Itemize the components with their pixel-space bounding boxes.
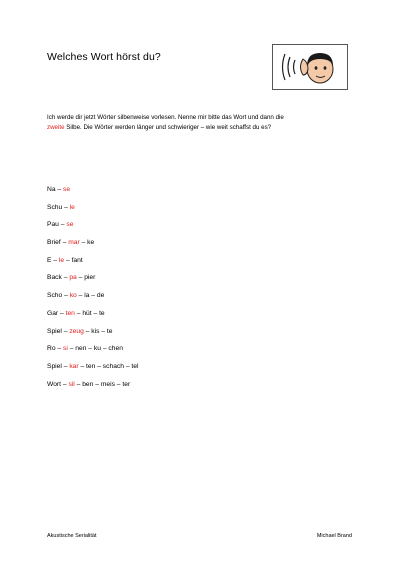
word-row: [47, 381, 139, 399]
syllable-separator: –: [67, 345, 76, 353]
syllable-second: se: [63, 186, 71, 193]
syllable: pier: [84, 274, 96, 282]
word-row: [47, 310, 139, 328]
syllable-second: se: [66, 221, 74, 229]
syllable-separator: –: [62, 292, 70, 300]
word-row: [47, 204, 139, 222]
syllable: schach: [102, 362, 124, 370]
syllable-separator: –: [58, 309, 66, 317]
syllable: ten: [86, 362, 96, 370]
syllable-separator: –: [99, 327, 107, 335]
syllable-separator: –: [86, 345, 94, 353]
syllable-second: si: [63, 345, 68, 353]
syllable: Pau: [47, 221, 59, 229]
syllable-separator: –: [61, 362, 70, 370]
word-row: [47, 274, 139, 292]
syllable-separator: –: [89, 292, 97, 300]
syllable: Wort: [47, 380, 61, 388]
syllable-second: ko: [69, 292, 77, 300]
syllable: hüt: [82, 309, 92, 317]
syllable: Schu: [47, 203, 63, 211]
syllable-separator: –: [114, 380, 123, 388]
syllable: Scho: [47, 292, 63, 300]
syllable-separator: –: [123, 362, 132, 370]
syllable-second: le: [69, 203, 75, 211]
syllable-separator: –: [78, 362, 87, 370]
word-row: [47, 257, 139, 275]
word-row: [47, 239, 139, 257]
syllable: nen: [75, 345, 87, 353]
syllable-separator: –: [55, 345, 63, 353]
syllable: Spiel: [47, 327, 62, 335]
syllable: kis: [91, 327, 100, 335]
instructions-line2: Silbe. Die Wörter werden länger und schwieriger – wie weit schaffst du es?: [64, 124, 272, 131]
listening-face-icon: [272, 44, 348, 90]
syllable: fant: [71, 256, 83, 264]
syllable: te: [99, 309, 105, 317]
syllable: chen: [108, 345, 123, 353]
word-row: [47, 345, 139, 363]
syllable-second: ten: [65, 309, 75, 317]
syllable-separator: –: [83, 327, 92, 335]
syllable-separator: –: [61, 380, 69, 388]
syllable: Na: [47, 186, 56, 193]
syllable-separator: –: [74, 309, 83, 317]
footer-right: Michael Brand: [316, 533, 352, 539]
instructions-highlight: zweite: [47, 124, 65, 131]
syllable: ke: [87, 239, 95, 247]
syllable-separator: –: [95, 362, 103, 370]
syllable-separator: –: [79, 239, 88, 247]
syllable-separator: –: [55, 186, 63, 193]
syllable-separator: –: [74, 380, 83, 388]
syllable-separator: –: [91, 309, 100, 317]
word-row: [47, 328, 139, 346]
instructions: [47, 113, 357, 133]
syllable-separator: –: [64, 256, 72, 264]
syllable: tel: [131, 362, 139, 370]
word-row: [47, 186, 139, 204]
syllable-second: zeug: [69, 327, 84, 335]
syllable: Ro: [47, 345, 56, 353]
syllable: Back: [47, 274, 62, 282]
syllable: Brief: [47, 239, 61, 247]
syllable: ku: [93, 345, 101, 353]
word-row: [47, 363, 139, 381]
syllable-separator: –: [100, 345, 109, 353]
syllable: de: [96, 292, 105, 300]
syllable-separator: –: [61, 274, 70, 282]
page-title: Welches Wort hörst du?: [47, 51, 161, 63]
syllable-second: kar: [69, 362, 79, 370]
syllable-second: le: [58, 256, 65, 264]
syllable: E: [47, 256, 52, 264]
syllable-separator: –: [76, 292, 85, 300]
syllable-separator: –: [93, 380, 101, 388]
syllable-separator: –: [51, 256, 59, 264]
word-row: [47, 292, 139, 310]
syllable-second: pa: [69, 274, 77, 282]
syllable: ben: [82, 380, 94, 388]
footer-left: Akustische Serialität: [47, 533, 97, 539]
syllable: Gar: [47, 309, 59, 317]
syllable: la: [84, 292, 90, 300]
syllable-separator: –: [58, 221, 67, 229]
syllable-separator: –: [61, 327, 70, 335]
instructions-line1: Ich werde dir jetzt Wörter silbenweise vorlesen. Nenne mir bitte das Wort und dann die: [47, 114, 284, 121]
syllable-separator: –: [62, 203, 70, 211]
word-row: [47, 221, 139, 239]
syllable-second: sil: [68, 380, 75, 388]
word-list: [47, 186, 139, 398]
syllable-separator: –: [76, 274, 85, 282]
syllable-separator: –: [60, 239, 69, 247]
syllable-second: mar: [68, 239, 80, 247]
syllable: meis: [100, 380, 115, 388]
syllable: ter: [122, 380, 131, 388]
syllable: te: [106, 327, 113, 335]
syllable: Spiel: [47, 362, 62, 370]
